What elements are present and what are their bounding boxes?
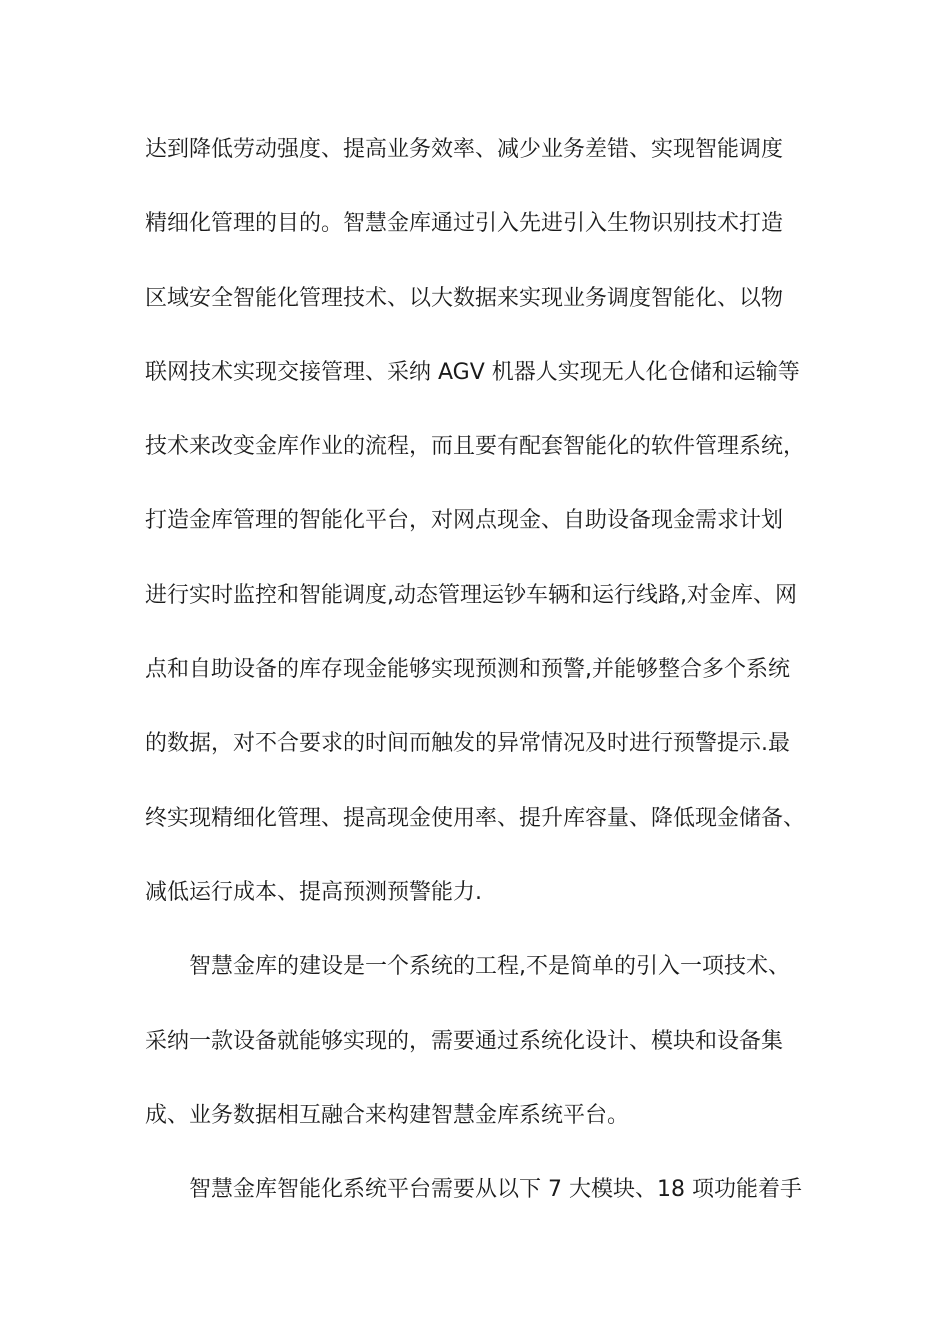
- text-line: 精细化管理的目的。智慧金库通过引入先进引入生物识别技术打造: [145, 211, 784, 237]
- text-line: 打造金库管理的智能化平台，对网点现金、自助设备现金需求计划: [145, 508, 784, 534]
- text-line: 达到降低劳动强度、提高业务效率、减少业务差错、实现智能调度: [145, 137, 784, 162]
- text-line: 成、业务数据相互融合来构建智慧金库系统平台。: [145, 1102, 630, 1128]
- text-line: 终实现精细化管理、提高现金使用率、提升库容量、降低现金储备、: [145, 805, 806, 831]
- text-line: 的数据，对不合要求的时间而触发的异常情况及时进行预警提示.最: [145, 731, 790, 757]
- text-line: 点和自助设备的库存现金能够实现预测和预警,并能够整合多个系统: [145, 657, 790, 683]
- text-line: 采纳一款设备就能够实现的，需要通过系统化设计、模块和设备集: [145, 1028, 784, 1054]
- paragraph-first-line: 智慧金库智能化系统平台需要从以下 7 大模块、18 项功能着手: [189, 1177, 802, 1203]
- paragraph-first-line: 智慧金库的建设是一个系统的工程,不是简单的引入一项技术、: [189, 954, 790, 980]
- text-line: 减低运行成本、提高预测预警能力.: [145, 879, 482, 905]
- text-line: 进行实时监控和智能调度,动态管理运钞车辆和运行线路,对金库、网: [145, 582, 797, 608]
- text-line: 联网技术实现交接管理、采纳 AGV 机器人实现无人化仓储和运输等: [145, 359, 800, 385]
- text-line: 技术来改变金库作业的流程，而且要有配套智能化的软件管理系统，: [145, 434, 806, 460]
- body-text: [145, 130, 815, 1244]
- text-line: 区域安全智能化管理技术、以大数据来实现业务调度智能化、以物: [145, 285, 784, 311]
